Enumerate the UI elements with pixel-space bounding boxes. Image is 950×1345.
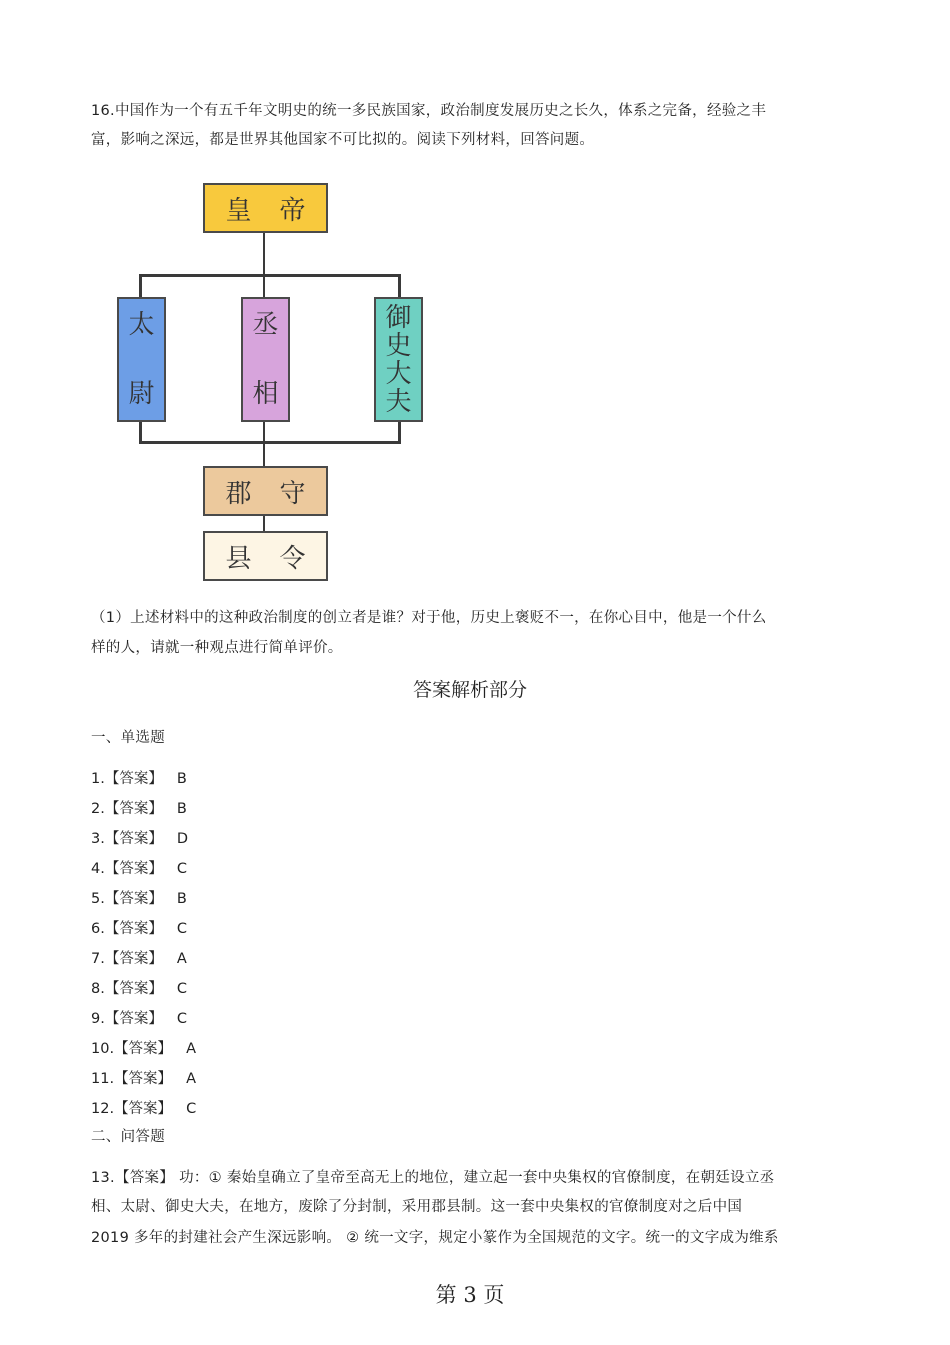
answer-value: A bbox=[176, 951, 187, 967]
xianling-box bbox=[203, 531, 328, 581]
connector-mid-top bbox=[263, 274, 265, 298]
answer-section-title: 答案解析部分 bbox=[412, 679, 527, 701]
answer-row bbox=[91, 1037, 196, 1058]
answer-label: 7.【答案】 bbox=[91, 951, 163, 967]
answer-label: 4.【答案】 bbox=[91, 861, 163, 877]
answer-row bbox=[91, 827, 188, 848]
answer-row bbox=[91, 977, 187, 998]
question-16-line-2: 富，影响之深远，都是世界其他国家不可比拟的。阅读下列材料，回答问题。 bbox=[91, 132, 595, 148]
answer-row bbox=[91, 917, 187, 938]
taiwei-char-1: 太 bbox=[128, 310, 155, 340]
chengxiang-char-1: 丞 bbox=[252, 310, 279, 340]
answer-label: 3.【答案】 bbox=[91, 831, 163, 847]
connector-right-top bbox=[398, 274, 401, 298]
xianling-char-1: 县 bbox=[225, 543, 252, 574]
sub-question-1-line-2: 样的人，请就一种观点进行简单评价。 bbox=[91, 640, 343, 656]
answer-value: C bbox=[176, 981, 187, 997]
answer-13-line-2: 相、太尉、御史大夫，在地方，废除了分封制，采用郡县制。这一套中央集权的官僚制度对之后中国 bbox=[91, 1199, 743, 1215]
yushi-char-1: 御 bbox=[385, 302, 412, 333]
yushi-char-2: 史 bbox=[385, 330, 412, 361]
taiwei-char-2: 尉 bbox=[128, 379, 155, 409]
emperor-char-1: 皇 bbox=[225, 195, 252, 226]
junshou-char-1: 郡 bbox=[225, 478, 252, 509]
answer-label: 2.【答案】 bbox=[91, 801, 163, 817]
answer-value: D bbox=[176, 831, 189, 847]
connector-top-bar bbox=[139, 274, 401, 277]
answer-value: C bbox=[176, 861, 187, 877]
emperor-box bbox=[203, 183, 328, 233]
answer-value: B bbox=[176, 771, 187, 787]
answer-row bbox=[91, 1067, 196, 1088]
answer-value: B bbox=[176, 801, 187, 817]
answer-row bbox=[91, 767, 187, 788]
yushi-char-4: 夫 bbox=[385, 386, 412, 417]
page-number: 第 3 页 bbox=[435, 1283, 505, 1307]
answer-label: 10.【答案】 bbox=[91, 1041, 173, 1057]
junshou-box bbox=[203, 466, 328, 516]
chengxiang-box bbox=[241, 297, 290, 422]
sub-question-1-line-1: （1）上述材料中的这种政治制度的创立者是谁？对于他，历史上褒贬不一，在你心目中，他是一个什么 bbox=[91, 610, 767, 626]
answer-value: C bbox=[176, 921, 187, 937]
answer-13-line-1: 13.【答案】 功：① 秦始皇确立了皇帝至高无上的地位，建立起一套中央集权的官僚制度，在朝廷设立丞 bbox=[91, 1170, 775, 1186]
section-2-title: 二、问答题 bbox=[91, 1129, 165, 1145]
connector-emperor-down bbox=[263, 232, 265, 276]
answer-row bbox=[91, 797, 187, 818]
answer-row bbox=[91, 1007, 187, 1028]
chengxiang-char-2: 相 bbox=[252, 379, 279, 409]
connector-junshou-xianling bbox=[263, 515, 265, 532]
yushi-dafu-box bbox=[374, 297, 423, 422]
answer-value: C bbox=[186, 1101, 197, 1117]
answer-label: 12.【答案】 bbox=[91, 1101, 173, 1117]
connector-left-top bbox=[139, 274, 142, 298]
answer-row bbox=[91, 857, 187, 878]
taiwei-box bbox=[117, 297, 166, 422]
answer-value: C bbox=[176, 1011, 187, 1027]
question-16-line-1: 16.中国作为一个有五千年文明史的统一多民族国家，政治制度发展历史之长久，体系之完备，经验之丰 bbox=[91, 103, 767, 119]
section-1-title: 一、单选题 bbox=[91, 730, 165, 746]
junshou-char-2: 守 bbox=[279, 478, 306, 509]
answer-label: 11.【答案】 bbox=[91, 1071, 173, 1087]
answer-label: 8.【答案】 bbox=[91, 981, 163, 997]
connector-bottom-bar bbox=[139, 441, 401, 444]
answer-label: 1.【答案】 bbox=[91, 771, 163, 787]
answer-label: 5.【答案】 bbox=[91, 891, 163, 907]
xianling-char-2: 令 bbox=[279, 543, 306, 574]
answer-row bbox=[91, 887, 187, 908]
answer-row bbox=[91, 947, 187, 968]
emperor-char-2: 帝 bbox=[279, 195, 306, 226]
answer-row bbox=[91, 1097, 196, 1118]
answer-value: A bbox=[186, 1041, 196, 1057]
connector-mid-bottom bbox=[263, 421, 265, 467]
answer-label: 6.【答案】 bbox=[91, 921, 163, 937]
yushi-char-3: 大 bbox=[385, 358, 412, 389]
answer-value: B bbox=[176, 891, 187, 907]
answer-13-line-3: 2019 多年的封建社会产生深远影响。 ② 统一文字，规定小篆作为全国规范的文字。统一的文字成为维系 bbox=[91, 1230, 779, 1246]
answer-value: A bbox=[186, 1071, 196, 1087]
answer-label: 9.【答案】 bbox=[91, 1011, 163, 1027]
